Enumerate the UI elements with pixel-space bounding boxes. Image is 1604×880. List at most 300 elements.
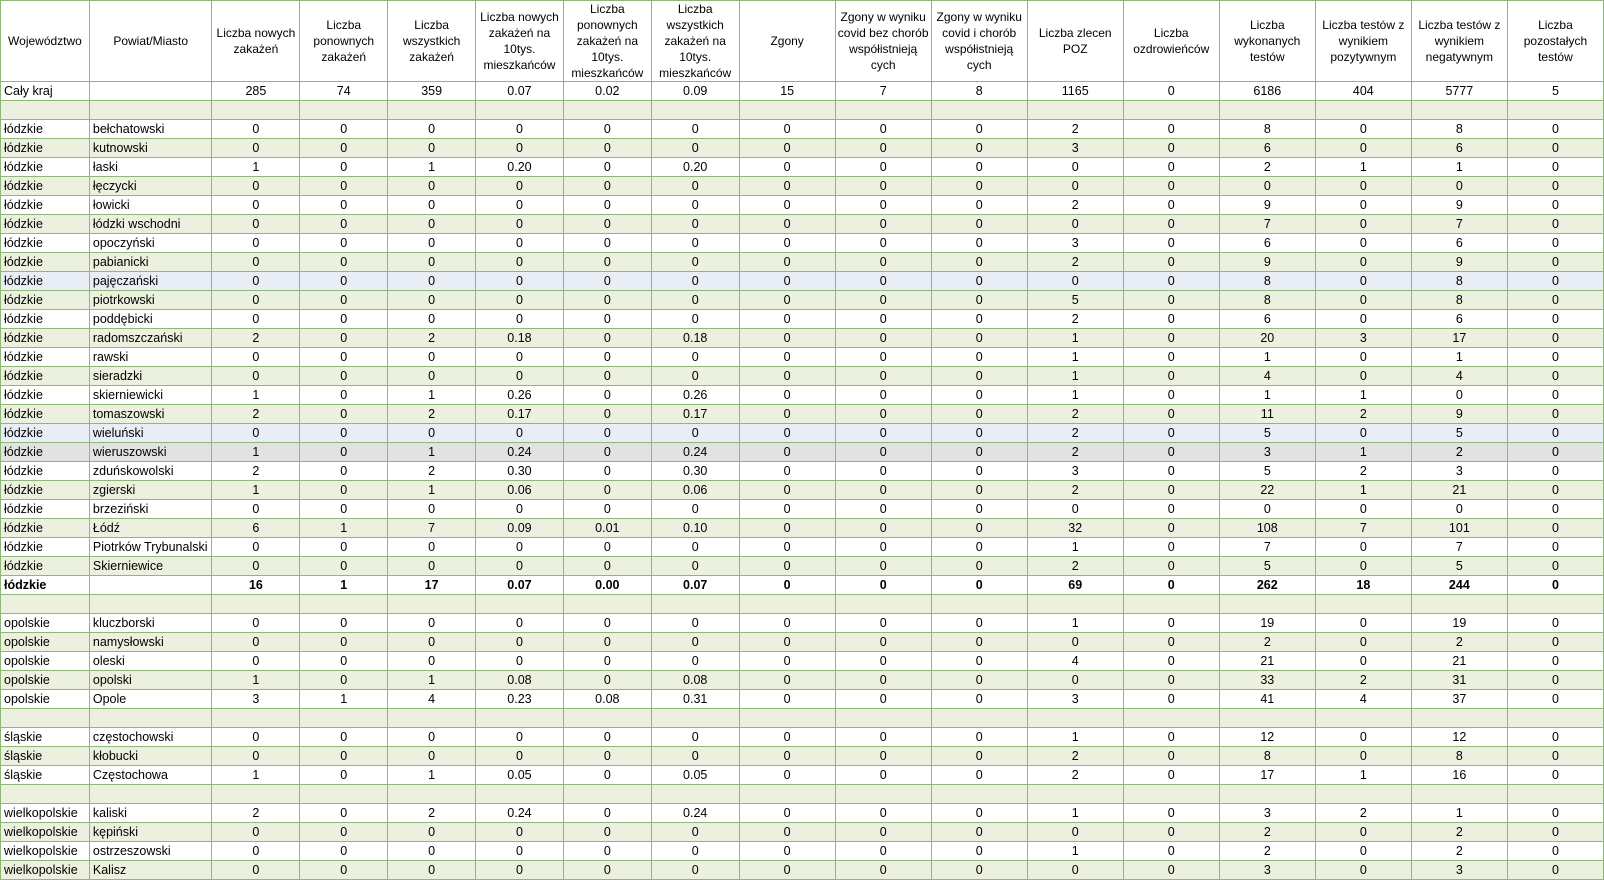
value-cell[interactable]: 0 (1507, 842, 1603, 861)
column-header[interactable]: Powiat/Miasto (89, 1, 212, 82)
value-cell[interactable]: 1 (212, 766, 300, 785)
value-cell[interactable]: 0 (300, 538, 388, 557)
value-cell[interactable]: 0 (1315, 842, 1411, 861)
value-cell[interactable]: 1 (1315, 481, 1411, 500)
value-cell[interactable]: 0 (1411, 500, 1507, 519)
value-cell[interactable]: 0 (212, 747, 300, 766)
value-cell[interactable]: 0 (651, 272, 739, 291)
value-cell[interactable]: 0 (1027, 158, 1123, 177)
value-cell[interactable]: 0 (1123, 861, 1219, 880)
value-cell[interactable]: 0 (1123, 120, 1219, 139)
value-cell[interactable]: 0 (835, 139, 931, 158)
value-cell[interactable]: 33 (1219, 671, 1315, 690)
value-cell[interactable]: 0 (388, 177, 476, 196)
value-cell[interactable]: 0 (300, 804, 388, 823)
voivodeship-cell[interactable]: łódzkie (1, 234, 90, 253)
value-cell[interactable]: 0 (835, 443, 931, 462)
value-cell[interactable]: 0 (1123, 329, 1219, 348)
value-cell[interactable]: 404 (1315, 82, 1411, 101)
voivodeship-cell[interactable]: wielkopolskie (1, 842, 90, 861)
value-cell[interactable]: 0 (931, 671, 1027, 690)
value-cell[interactable]: 0 (835, 215, 931, 234)
value-cell[interactable]: 0 (212, 348, 300, 367)
column-header[interactable]: Liczba ozdrowieńców (1123, 1, 1219, 82)
value-cell[interactable]: 2 (212, 804, 300, 823)
table-row[interactable] (1, 671, 1604, 690)
value-cell[interactable]: 0 (1315, 196, 1411, 215)
column-header[interactable]: Zgony w wyniku covid i chorób współistnieją cych (931, 1, 1027, 82)
value-cell[interactable]: 0 (388, 823, 476, 842)
value-cell[interactable]: 0 (563, 329, 651, 348)
value-cell[interactable]: 0 (931, 633, 1027, 652)
column-header[interactable]: Liczba nowych zakażeń na 10tys. mieszkańców (476, 1, 564, 82)
value-cell[interactable]: 0 (1123, 234, 1219, 253)
voivodeship-cell[interactable]: wielkopolskie (1, 861, 90, 880)
value-cell[interactable]: 2 (1411, 842, 1507, 861)
value-cell[interactable]: 0.23 (476, 690, 564, 709)
value-cell[interactable]: 0 (739, 310, 835, 329)
value-cell[interactable]: 2 (388, 804, 476, 823)
voivodeship-cell[interactable]: śląskie (1, 728, 90, 747)
value-cell[interactable]: 3 (1411, 462, 1507, 481)
value-cell[interactable]: 8 (1411, 120, 1507, 139)
value-cell[interactable]: 1 (212, 386, 300, 405)
value-cell[interactable]: 0 (835, 671, 931, 690)
value-cell[interactable]: 0 (563, 386, 651, 405)
value-cell[interactable]: 0 (563, 633, 651, 652)
value-cell[interactable]: 0 (931, 538, 1027, 557)
value-cell[interactable]: 0 (476, 177, 564, 196)
county-cell[interactable]: Opole (89, 690, 212, 709)
column-header[interactable]: Województwo (1, 1, 90, 82)
value-cell[interactable]: 0 (212, 215, 300, 234)
value-cell[interactable]: 0 (563, 842, 651, 861)
county-cell[interactable]: radomszczański (89, 329, 212, 348)
value-cell[interactable]: 0 (563, 462, 651, 481)
value-cell[interactable]: 1 (388, 386, 476, 405)
value-cell[interactable]: 2 (1027, 747, 1123, 766)
voivodeship-cell[interactable]: łódzkie (1, 443, 90, 462)
value-cell[interactable]: 0 (563, 196, 651, 215)
value-cell[interactable]: 0 (300, 348, 388, 367)
value-cell[interactable]: 2 (212, 462, 300, 481)
table-row[interactable] (1, 519, 1604, 538)
table-row[interactable] (1, 82, 1604, 101)
value-cell[interactable]: 0 (835, 500, 931, 519)
value-cell[interactable]: 0 (1507, 310, 1603, 329)
value-cell[interactable]: 0 (1507, 443, 1603, 462)
value-cell[interactable]: 0 (1027, 177, 1123, 196)
value-cell[interactable]: 6 (212, 519, 300, 538)
value-cell[interactable]: 0 (931, 519, 1027, 538)
value-cell[interactable]: 5 (1411, 424, 1507, 443)
value-cell[interactable]: 0 (1315, 253, 1411, 272)
voivodeship-cell[interactable]: łódzkie (1, 386, 90, 405)
value-cell[interactable]: 0.08 (476, 671, 564, 690)
value-cell[interactable]: 0 (835, 462, 931, 481)
table-row[interactable] (1, 614, 1604, 633)
value-cell[interactable]: 0 (651, 633, 739, 652)
value-cell[interactable]: 0 (476, 196, 564, 215)
value-cell[interactable]: 3 (1027, 139, 1123, 158)
value-cell[interactable]: 7 (388, 519, 476, 538)
voivodeship-cell[interactable]: łódzkie (1, 120, 90, 139)
value-cell[interactable]: 0 (1123, 538, 1219, 557)
value-cell[interactable]: 0 (563, 804, 651, 823)
value-cell[interactable]: 0 (212, 253, 300, 272)
voivodeship-cell[interactable]: łódzkie (1, 557, 90, 576)
voivodeship-cell[interactable]: śląskie (1, 766, 90, 785)
value-cell[interactable]: 0 (300, 272, 388, 291)
value-cell[interactable]: 0.18 (651, 329, 739, 348)
value-cell[interactable]: 0 (1123, 633, 1219, 652)
value-cell[interactable]: 0 (563, 367, 651, 386)
value-cell[interactable]: 2 (1315, 671, 1411, 690)
value-cell[interactable]: 1 (1219, 386, 1315, 405)
value-cell[interactable]: 0 (1315, 747, 1411, 766)
value-cell[interactable]: 0 (651, 614, 739, 633)
value-cell[interactable]: 7 (1411, 538, 1507, 557)
value-cell[interactable]: 6 (1219, 139, 1315, 158)
column-header[interactable]: Liczba wykonanych testów (1219, 1, 1315, 82)
column-header[interactable]: Liczba testów z wynikiem negatywnym (1411, 1, 1507, 82)
value-cell[interactable]: 0 (476, 633, 564, 652)
value-cell[interactable]: 0 (300, 367, 388, 386)
value-cell[interactable]: 0 (1507, 348, 1603, 367)
value-cell[interactable]: 0 (476, 348, 564, 367)
value-cell[interactable]: 0 (931, 386, 1027, 405)
value-cell[interactable]: 0 (476, 310, 564, 329)
value-cell[interactable]: 0.07 (476, 576, 564, 595)
value-cell[interactable]: 9 (1219, 196, 1315, 215)
value-cell[interactable]: 0 (300, 766, 388, 785)
value-cell[interactable]: 0 (931, 557, 1027, 576)
voivodeship-cell[interactable]: łódzkie (1, 158, 90, 177)
value-cell[interactable]: 2 (388, 329, 476, 348)
voivodeship-cell[interactable]: śląskie (1, 747, 90, 766)
value-cell[interactable]: 0 (476, 139, 564, 158)
voivodeship-cell[interactable]: wielkopolskie (1, 823, 90, 842)
value-cell[interactable]: 0 (1315, 310, 1411, 329)
value-cell[interactable]: 0 (739, 500, 835, 519)
value-cell[interactable]: 0 (835, 310, 931, 329)
value-cell[interactable]: 6 (1411, 234, 1507, 253)
value-cell[interactable]: 0 (563, 500, 651, 519)
value-cell[interactable]: 2 (388, 405, 476, 424)
county-cell[interactable]: Kalisz (89, 861, 212, 880)
value-cell[interactable]: 0 (1507, 538, 1603, 557)
voivodeship-cell[interactable]: Cały kraj (1, 82, 90, 101)
value-cell[interactable]: 11 (1219, 405, 1315, 424)
value-cell[interactable]: 0 (212, 177, 300, 196)
value-cell[interactable]: 0 (739, 405, 835, 424)
value-cell[interactable]: 1 (212, 158, 300, 177)
county-cell[interactable]: łaski (89, 158, 212, 177)
value-cell[interactable]: 2 (1315, 804, 1411, 823)
value-cell[interactable]: 0 (1123, 557, 1219, 576)
value-cell[interactable]: 5 (1219, 557, 1315, 576)
value-cell[interactable]: 0 (476, 614, 564, 633)
value-cell[interactable]: 0 (835, 690, 931, 709)
value-cell[interactable]: 0 (931, 842, 1027, 861)
value-cell[interactable]: 0 (1507, 633, 1603, 652)
value-cell[interactable]: 0 (1507, 690, 1603, 709)
value-cell[interactable]: 0 (739, 158, 835, 177)
value-cell[interactable]: 21 (1219, 652, 1315, 671)
value-cell[interactable]: 1 (1027, 804, 1123, 823)
value-cell[interactable]: 0 (1507, 139, 1603, 158)
value-cell[interactable]: 0.01 (563, 519, 651, 538)
value-cell[interactable]: 0 (1315, 139, 1411, 158)
value-cell[interactable]: 0 (835, 367, 931, 386)
value-cell[interactable]: 0 (388, 557, 476, 576)
value-cell[interactable]: 0 (1315, 500, 1411, 519)
value-cell[interactable]: 262 (1219, 576, 1315, 595)
table-row[interactable] (1, 139, 1604, 158)
value-cell[interactable]: 5 (1219, 462, 1315, 481)
value-cell[interactable]: 0 (476, 291, 564, 310)
value-cell[interactable]: 0 (931, 196, 1027, 215)
value-cell[interactable]: 0 (476, 215, 564, 234)
value-cell[interactable]: 0 (651, 177, 739, 196)
value-cell[interactable]: 6 (1219, 234, 1315, 253)
value-cell[interactable]: 0 (476, 652, 564, 671)
value-cell[interactable]: 0 (1027, 671, 1123, 690)
value-cell[interactable]: 2 (212, 329, 300, 348)
value-cell[interactable]: 1 (300, 690, 388, 709)
value-cell[interactable]: 0 (739, 652, 835, 671)
value-cell[interactable]: 6 (1411, 139, 1507, 158)
table-row[interactable] (1, 215, 1604, 234)
value-cell[interactable]: 8 (1411, 272, 1507, 291)
value-cell[interactable]: 0 (388, 424, 476, 443)
value-cell[interactable]: 0 (1507, 120, 1603, 139)
value-cell[interactable]: 0 (476, 500, 564, 519)
value-cell[interactable]: 3 (1315, 329, 1411, 348)
value-cell[interactable]: 2 (1315, 405, 1411, 424)
value-cell[interactable]: 4 (1315, 690, 1411, 709)
county-cell[interactable]: Skierniewice (89, 557, 212, 576)
value-cell[interactable]: 0 (739, 576, 835, 595)
table-row[interactable] (1, 120, 1604, 139)
value-cell[interactable]: 0 (835, 728, 931, 747)
county-cell[interactable]: namysłowski (89, 633, 212, 652)
value-cell[interactable]: 0 (1123, 272, 1219, 291)
county-cell[interactable]: częstochowski (89, 728, 212, 747)
value-cell[interactable]: 17 (388, 576, 476, 595)
value-cell[interactable]: 0 (388, 234, 476, 253)
value-cell[interactable]: 2 (1027, 253, 1123, 272)
value-cell[interactable]: 0 (931, 500, 1027, 519)
value-cell[interactable]: 0 (300, 291, 388, 310)
value-cell[interactable]: 3 (1411, 861, 1507, 880)
value-cell[interactable]: 0 (739, 823, 835, 842)
value-cell[interactable]: 0 (300, 500, 388, 519)
value-cell[interactable]: 0.20 (651, 158, 739, 177)
voivodeship-cell[interactable]: wielkopolskie (1, 804, 90, 823)
value-cell[interactable]: 31 (1411, 671, 1507, 690)
county-cell[interactable]: pabianicki (89, 253, 212, 272)
value-cell[interactable]: 0 (931, 652, 1027, 671)
county-cell[interactable]: rawski (89, 348, 212, 367)
value-cell[interactable]: 3 (212, 690, 300, 709)
value-cell[interactable]: 9 (1411, 405, 1507, 424)
value-cell[interactable]: 3 (1027, 462, 1123, 481)
value-cell[interactable]: 2 (1027, 405, 1123, 424)
value-cell[interactable]: 0 (1507, 728, 1603, 747)
table-row[interactable] (1, 253, 1604, 272)
county-cell[interactable]: poddębicki (89, 310, 212, 329)
value-cell[interactable]: 0 (300, 215, 388, 234)
value-cell[interactable]: 1 (1027, 728, 1123, 747)
value-cell[interactable]: 0 (300, 481, 388, 500)
voivodeship-cell[interactable]: łódzkie (1, 253, 90, 272)
value-cell[interactable]: 0 (1315, 291, 1411, 310)
value-cell[interactable]: 0 (651, 652, 739, 671)
value-cell[interactable]: 0 (212, 272, 300, 291)
value-cell[interactable]: 0 (1315, 728, 1411, 747)
value-cell[interactable]: 0 (651, 538, 739, 557)
value-cell[interactable]: 0 (1507, 158, 1603, 177)
value-cell[interactable]: 2 (1411, 823, 1507, 842)
county-cell[interactable]: ostrzeszowski (89, 842, 212, 861)
value-cell[interactable]: 0 (739, 766, 835, 785)
voivodeship-cell[interactable]: łódzkie (1, 329, 90, 348)
value-cell[interactable]: 0 (1123, 424, 1219, 443)
value-cell[interactable]: 0 (835, 557, 931, 576)
county-cell[interactable]: kluczborski (89, 614, 212, 633)
value-cell[interactable]: 0 (835, 120, 931, 139)
value-cell[interactable]: 0 (1507, 652, 1603, 671)
column-header[interactable]: Liczba wszystkich zakażeń na 10tys. mieszkańców (651, 1, 739, 82)
column-header[interactable]: Zgony (739, 1, 835, 82)
value-cell[interactable]: 0 (300, 614, 388, 633)
value-cell[interactable]: 2 (1027, 443, 1123, 462)
value-cell[interactable]: 0 (835, 234, 931, 253)
value-cell[interactable]: 0 (835, 481, 931, 500)
voivodeship-cell[interactable]: opolskie (1, 671, 90, 690)
value-cell[interactable]: 0 (739, 614, 835, 633)
table-row[interactable] (1, 690, 1604, 709)
value-cell[interactable]: 7 (1315, 519, 1411, 538)
value-cell[interactable]: 0 (1123, 652, 1219, 671)
value-cell[interactable]: 0 (1315, 348, 1411, 367)
value-cell[interactable]: 0 (388, 272, 476, 291)
county-cell[interactable]: skierniewicki (89, 386, 212, 405)
value-cell[interactable]: 1 (1027, 538, 1123, 557)
value-cell[interactable]: 0 (651, 747, 739, 766)
value-cell[interactable]: 0 (1027, 823, 1123, 842)
value-cell[interactable]: 0 (651, 823, 739, 842)
value-cell[interactable]: 0 (476, 253, 564, 272)
value-cell[interactable]: 0 (388, 120, 476, 139)
value-cell[interactable]: 0 (739, 538, 835, 557)
value-cell[interactable]: 0 (1315, 823, 1411, 842)
value-cell[interactable]: 0 (651, 234, 739, 253)
value-cell[interactable]: 0 (1123, 367, 1219, 386)
value-cell[interactable]: 0 (931, 139, 1027, 158)
value-cell[interactable]: 0 (1123, 747, 1219, 766)
value-cell[interactable]: 0.17 (651, 405, 739, 424)
voivodeship-cell[interactable]: łódzkie (1, 215, 90, 234)
value-cell[interactable]: 1 (1027, 367, 1123, 386)
value-cell[interactable]: 2 (1219, 633, 1315, 652)
value-cell[interactable]: 74 (300, 82, 388, 101)
value-cell[interactable]: 0 (476, 728, 564, 747)
value-cell[interactable]: 0 (931, 329, 1027, 348)
value-cell[interactable]: 0 (300, 234, 388, 253)
value-cell[interactable]: 0 (563, 253, 651, 272)
value-cell[interactable]: 0 (1219, 500, 1315, 519)
county-cell[interactable]: wieruszowski (89, 443, 212, 462)
value-cell[interactable]: 0 (476, 538, 564, 557)
table-row[interactable] (1, 177, 1604, 196)
value-cell[interactable]: 0 (1123, 842, 1219, 861)
value-cell[interactable]: 0 (835, 842, 931, 861)
voivodeship-cell[interactable]: łódzkie (1, 367, 90, 386)
value-cell[interactable]: 6186 (1219, 82, 1315, 101)
value-cell[interactable]: 0 (300, 386, 388, 405)
value-cell[interactable]: 20 (1219, 329, 1315, 348)
value-cell[interactable]: 0 (1123, 766, 1219, 785)
value-cell[interactable]: 1 (1027, 614, 1123, 633)
table-row[interactable] (1, 842, 1604, 861)
value-cell[interactable]: 0 (835, 861, 931, 880)
value-cell[interactable]: 0.08 (563, 690, 651, 709)
value-cell[interactable]: 0 (563, 747, 651, 766)
value-cell[interactable]: 0 (476, 842, 564, 861)
value-cell[interactable]: 0 (1123, 576, 1219, 595)
value-cell[interactable]: 0 (300, 842, 388, 861)
value-cell[interactable]: 0.07 (651, 576, 739, 595)
value-cell[interactable]: 0 (300, 196, 388, 215)
county-cell[interactable]: łęczycki (89, 177, 212, 196)
value-cell[interactable]: 1 (212, 443, 300, 462)
value-cell[interactable]: 0 (212, 367, 300, 386)
value-cell[interactable]: 0 (388, 291, 476, 310)
value-cell[interactable]: 285 (212, 82, 300, 101)
value-cell[interactable]: 0 (1027, 500, 1123, 519)
value-cell[interactable]: 0 (388, 861, 476, 880)
voivodeship-cell[interactable]: łódzkie (1, 538, 90, 557)
value-cell[interactable]: 0.24 (651, 804, 739, 823)
value-cell[interactable]: 1 (1027, 842, 1123, 861)
value-cell[interactable]: 5 (1411, 557, 1507, 576)
voivodeship-cell[interactable]: łódzkie (1, 576, 90, 595)
value-cell[interactable]: 0.24 (476, 443, 564, 462)
value-cell[interactable]: 0 (1123, 215, 1219, 234)
value-cell[interactable]: 0 (1123, 348, 1219, 367)
value-cell[interactable]: 0 (388, 196, 476, 215)
value-cell[interactable]: 0 (835, 291, 931, 310)
value-cell[interactable]: 1 (1411, 158, 1507, 177)
value-cell[interactable]: 0 (1123, 443, 1219, 462)
value-cell[interactable]: 0 (651, 348, 739, 367)
value-cell[interactable]: 0 (931, 158, 1027, 177)
value-cell[interactable]: 0 (739, 443, 835, 462)
value-cell[interactable]: 0 (300, 557, 388, 576)
value-cell[interactable]: 22 (1219, 481, 1315, 500)
value-cell[interactable]: 0 (931, 766, 1027, 785)
value-cell[interactable]: 2 (1027, 196, 1123, 215)
value-cell[interactable]: 0 (651, 424, 739, 443)
value-cell[interactable]: 12 (1411, 728, 1507, 747)
voivodeship-cell[interactable]: łódzkie (1, 196, 90, 215)
value-cell[interactable]: 0 (1507, 804, 1603, 823)
value-cell[interactable]: 1 (1315, 766, 1411, 785)
value-cell[interactable]: 0 (1123, 82, 1219, 101)
value-cell[interactable]: 0 (1315, 614, 1411, 633)
